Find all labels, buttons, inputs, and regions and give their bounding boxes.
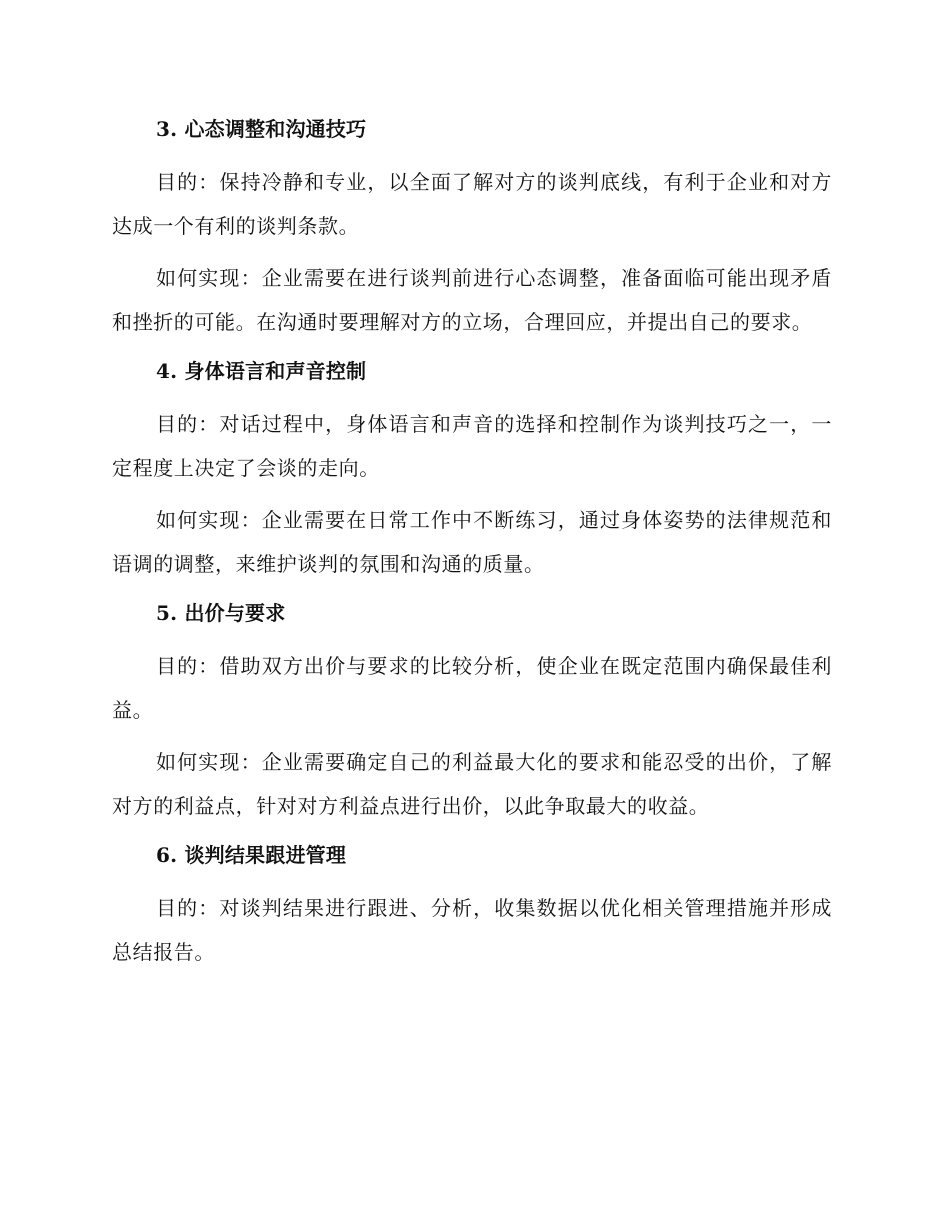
section-5 xyxy=(112,594,832,836)
purpose-paragraph: 目的：对谈判结果进行跟进、分析，收集数据以优化相关管理措施并形成总结报告。 xyxy=(112,896,832,964)
section-heading: 3. 心态调整和沟通技巧 xyxy=(156,117,367,141)
method-paragraph: 如何实现：企业需要在进行谈判前进行心态调整，准备面临可能出现矛盾和挫折的可能。在沟通时要理解对方的立场，合理回应，并提出自己的要求。 xyxy=(112,266,832,334)
section-3 xyxy=(112,110,832,352)
purpose-paragraph: 目的：借助双方出价与要求的比较分析，使企业在既定范围内确保最佳利益。 xyxy=(112,654,832,722)
section-4 xyxy=(112,352,832,594)
section-heading: 5. 出价与要求 xyxy=(156,601,286,625)
method-paragraph: 如何实现：企业需要在日常工作中不断练习，通过身体姿势的法律规范和语调的调整，来维护谈判的氛围和沟通的质量。 xyxy=(112,508,832,576)
document-body xyxy=(112,110,832,974)
purpose-paragraph: 目的：对话过程中，身体语言和声音的选择和控制作为谈判技巧之一，一定程度上决定了会谈的走向。 xyxy=(112,412,832,480)
purpose-paragraph: 目的：保持冷静和专业，以全面了解对方的谈判底线，有利于企业和对方达成一个有利的谈判条款。 xyxy=(112,170,832,238)
method-paragraph: 如何实现：企业需要确定自己的利益最大化的要求和能忍受的出价，了解对方的利益点，针对对方利益点进行出价，以此争取最大的收益。 xyxy=(112,750,832,818)
section-heading: 6. 谈判结果跟进管理 xyxy=(156,843,347,867)
section-heading: 4. 身体语言和声音控制 xyxy=(156,359,367,383)
section-6 xyxy=(112,836,832,974)
